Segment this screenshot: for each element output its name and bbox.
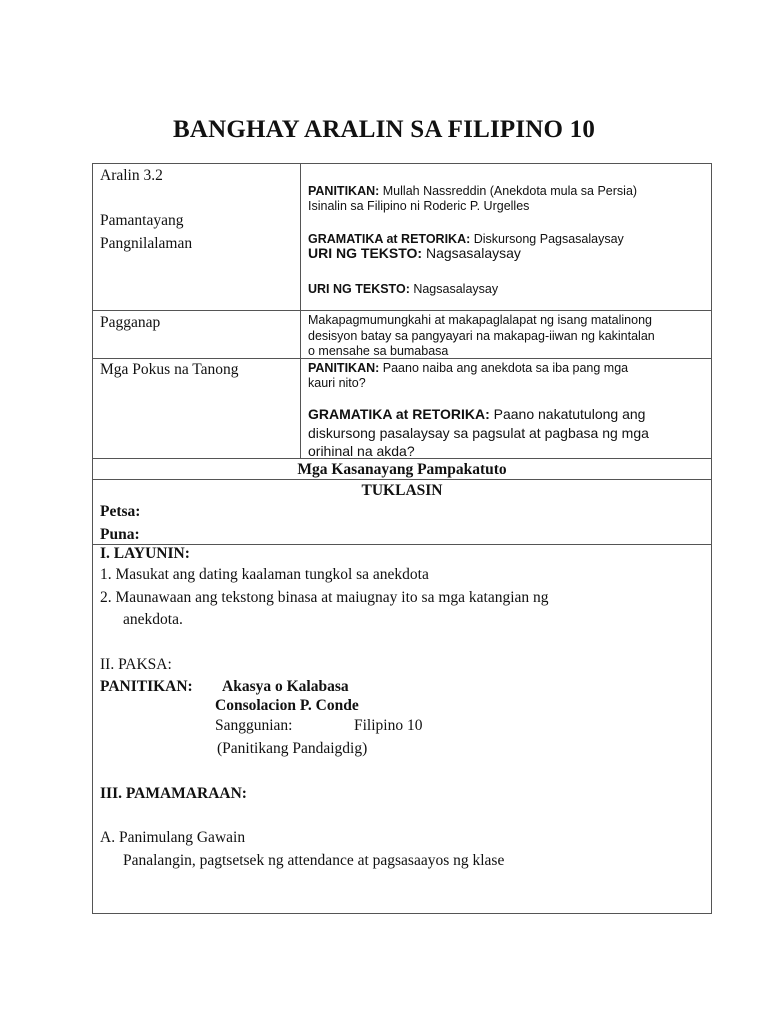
pangnilalaman-label: Pangnilalaman [100,235,193,252]
gramatika-line: GRAMATIKA at RETORIKA: Diskursong Pagsasalaysay [308,232,624,246]
paksa-heading: II. PAKSA: [100,656,172,673]
pokus-panitikan-cont: kauri nito? [308,376,366,390]
row-divider-pagganap [92,310,712,311]
uri-ng-teksto-line-2: URI NG TEKSTO: Nagsasalaysay [308,282,499,296]
pagganap-text-1: Makapagmumungkahi at makapaglalapat ng isang matalinong [308,313,652,327]
layunin-item-2-cont: anekdota. [123,611,183,628]
pamamaraan-heading: III. PAMAMARAAN: [100,785,247,802]
pokus-gramatika-cont-1: diskursong pasalaysay sa pagsulat at pagbasa ng mga [308,425,649,441]
puna-label: Puna: [100,526,140,543]
row-divider-tuklasin [92,479,712,480]
pokus-gramatika-cont-2: orihinal na akda? [308,443,415,459]
kasanayan-heading: Mga Kasanayang Pampakatuto [297,461,507,478]
pagganap-label: Pagganap [100,314,161,331]
paksa-panitikan-label: PANITIKAN: [100,678,193,695]
pokus-panitikan-line: PANITIKAN: Paano naiba ang anekdota sa iba pang mga [308,361,629,375]
petsa-label: Petsa: [100,503,141,520]
column-divider [300,163,301,458]
pagganap-text-3: o mensahe sa bumabasa [308,344,449,358]
layunin-heading: I. LAYUNIN: [100,545,190,562]
sanggunian-label: Sanggunian: [215,717,293,734]
panimulang-gawain-desc: Panalangin, pagtsetsek ng attendance at pagsasaayos ng klase [123,852,505,869]
panimulang-gawain: A. Panimulang Gawain [100,829,246,846]
paksa-panitikan-value: Akasya o Kalabasa [222,678,349,695]
pokus-gramatika-line: GRAMATIKA at RETORIKA: Paano nakatutulong ang [308,406,646,422]
layunin-item-1: 1. Masukat ang dating kaalaman tungkol sa anekdota [100,566,429,583]
tuklasin-heading: TUKLASIN [361,482,443,499]
pagganap-text-2: desisyon batay sa pangyayari na makapag-iiwan ng kakintalan [308,329,655,343]
pamantayang-label: Pamantayang [100,212,184,229]
pokus-label: Mga Pokus na Tanong [100,361,239,378]
page-title: BANGHAY ARALIN SA FILIPINO 10 [172,116,596,143]
sanggunian-value: Filipino 10 [354,717,423,734]
layunin-item-2: 2. Maunawaan ang tekstong binasa at maiugnay ito sa mga katangian ng [100,589,549,606]
paksa-author: Consolacion P. Conde [215,697,359,714]
isinalin-line: Isinalin sa Filipino ni Roderic P. Urgelles [308,199,530,213]
sanggunian-sub: (Panitikang Pandaigdig) [217,740,368,757]
aralin-label: Aralin 3.2 [100,167,163,184]
panitikan-line: PANITIKAN: Mullah Nassreddin (Anekdota mula sa Persia) [308,184,638,198]
uri-ng-teksto-line-1: URI NG TEKSTO: Nagsasalaysay [308,245,521,261]
